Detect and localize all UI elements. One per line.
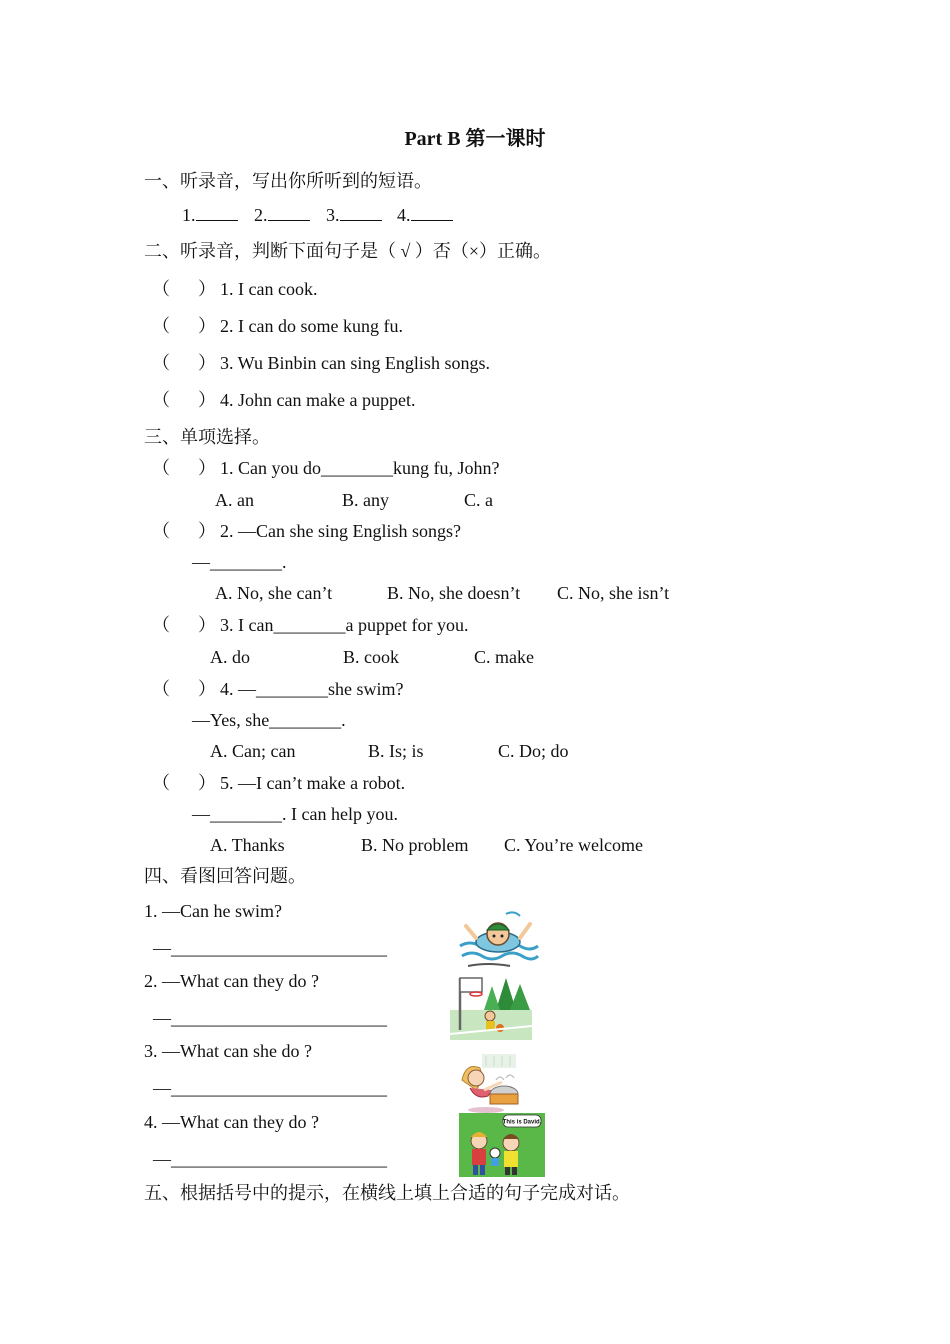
section-1-heading: 一、听录音，写出你所听到的短语。 bbox=[144, 171, 432, 191]
picture-q1-answer-line[interactable]: —________________________ bbox=[153, 938, 387, 958]
choice-paren-1-close: ） bbox=[198, 458, 216, 478]
judge-item-3: 3. Wu Binbin can sing English songs. bbox=[220, 353, 490, 373]
choice-q4-option-a: A. Can; can bbox=[210, 741, 296, 761]
section-4-heading: 四、看图回答问题。 bbox=[144, 866, 306, 886]
picture-q2-question: 2. —What can they do ? bbox=[144, 971, 319, 991]
judge-paren-3-close: ） bbox=[198, 353, 216, 373]
choice-q4-stem: 4. —________she swim? bbox=[220, 679, 404, 699]
choice-q1-stem: 1. Can you do________kung fu, John? bbox=[220, 458, 500, 478]
choice-paren-1-open[interactable]: （ bbox=[152, 458, 170, 478]
choice-paren-2-open[interactable]: （ bbox=[152, 521, 170, 541]
blank-2-label: 2. bbox=[254, 205, 268, 225]
judge-item-4: 4. John can make a puppet. bbox=[220, 390, 416, 410]
choice-q2-option-a: A. No, she can’t bbox=[215, 583, 333, 603]
judge-paren-1-open[interactable]: （ bbox=[152, 279, 170, 299]
choice-q1-option-b: B. any bbox=[342, 490, 389, 510]
blank-4-label: 4. bbox=[397, 205, 411, 225]
choice-q5-stem: 5. —I can’t make a robot. bbox=[220, 773, 406, 793]
choice-q3-option-c: C. make bbox=[474, 647, 534, 667]
judge-item-1: 1. I can cook. bbox=[220, 279, 318, 299]
judge-paren-3-open[interactable]: （ bbox=[152, 353, 170, 373]
swimming-boy-picture bbox=[458, 908, 540, 970]
choice-paren-4-close: ） bbox=[198, 679, 216, 699]
choice-q2-option-b: B. No, she doesn’t bbox=[387, 583, 521, 603]
picture-q2-answer-line[interactable]: —________________________ bbox=[153, 1008, 387, 1028]
page-title: Part B 第一课时 bbox=[404, 128, 546, 150]
blank-1-label: 1. bbox=[182, 205, 196, 225]
choice-q2-line2: —________. bbox=[192, 552, 287, 572]
choice-q2-option-c: C. No, she isn’t bbox=[557, 583, 670, 603]
picture-q4-question: 4. —What can they do ? bbox=[144, 1112, 319, 1132]
choice-q5-option-c: C. You’re welcome bbox=[504, 835, 643, 855]
choice-q3-option-b: B. cook bbox=[343, 647, 399, 667]
blank-3[interactable] bbox=[326, 204, 382, 226]
judge-paren-2-close: ） bbox=[198, 316, 216, 336]
choice-q4-option-c: C. Do; do bbox=[498, 741, 569, 761]
section-2-heading: 二、听录音，判断下面句子是（ √ ）否（×）正确。 bbox=[144, 241, 552, 261]
blank-1[interactable] bbox=[182, 204, 238, 226]
judge-paren-1-close: ） bbox=[198, 279, 216, 299]
picture-q3-answer-line[interactable]: —________________________ bbox=[153, 1078, 387, 1098]
choice-q3-option-a: A. do bbox=[210, 647, 250, 667]
judge-item-2: 2. I can do some kung fu. bbox=[220, 316, 403, 336]
choice-paren-5-open[interactable]: （ bbox=[152, 773, 170, 793]
judge-paren-4-close: ） bbox=[198, 390, 216, 410]
choice-q4-line2: —Yes, she________. bbox=[192, 710, 346, 730]
basketball-picture bbox=[450, 970, 532, 1040]
blank-4[interactable] bbox=[397, 204, 453, 226]
choice-q5-option-b: B. No problem bbox=[361, 835, 469, 855]
children-puppet-picture bbox=[459, 1113, 545, 1177]
girl-cooking-picture bbox=[456, 1050, 524, 1116]
choice-q1-option-c: C. a bbox=[464, 490, 493, 510]
choice-paren-2-close: ） bbox=[198, 521, 216, 541]
choice-q4-option-b: B. Is; is bbox=[368, 741, 424, 761]
choice-q1-option-a: A. an bbox=[215, 490, 254, 510]
picture-q3-question: 3. —What can she do ? bbox=[144, 1041, 312, 1061]
section-5-heading: 五、根据括号中的提示，在横线上填上合适的句子完成对话。 bbox=[144, 1183, 630, 1203]
blank-2[interactable] bbox=[254, 204, 310, 226]
choice-q5-line2: —________. I can help you. bbox=[192, 804, 398, 824]
choice-paren-4-open[interactable]: （ bbox=[152, 679, 170, 699]
blank-3-label: 3. bbox=[326, 205, 340, 225]
picture-q1-question: 1. —Can he swim? bbox=[144, 901, 282, 921]
judge-paren-2-open[interactable]: （ bbox=[152, 316, 170, 336]
choice-paren-3-close: ） bbox=[198, 615, 216, 635]
speech-bubble-text: This is David. bbox=[502, 1119, 542, 1126]
choice-q5-option-a: A. Thanks bbox=[210, 835, 285, 855]
choice-paren-5-close: ） bbox=[198, 773, 216, 793]
judge-paren-4-open[interactable]: （ bbox=[152, 390, 170, 410]
picture-q4-answer-line[interactable]: —________________________ bbox=[153, 1149, 387, 1169]
choice-q3-stem: 3. I can________a puppet for you. bbox=[220, 615, 469, 635]
choice-paren-3-open[interactable]: （ bbox=[152, 615, 170, 635]
choice-q2-stem: 2. —Can she sing English songs? bbox=[220, 521, 461, 541]
section-3-heading: 三、单项选择。 bbox=[144, 427, 270, 447]
